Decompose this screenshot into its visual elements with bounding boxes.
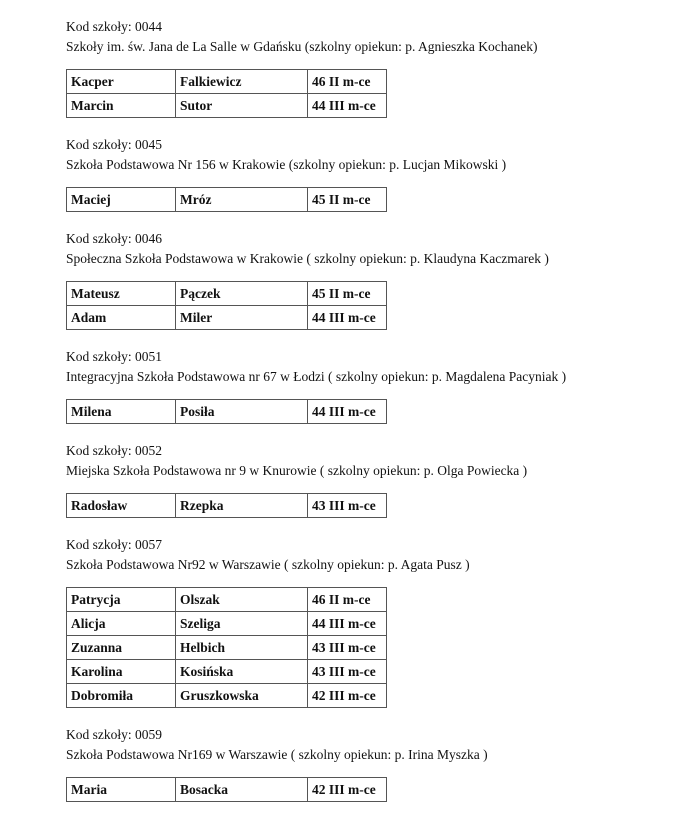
school-name: Integracyjna Szkoła Podstawowa nr 67 w Łodzi ( szkolny opiekun: p. Magdalena Pacyniak ): [66, 369, 567, 384]
school-section: [66, 17, 686, 118]
student-last-name: Sutor: [176, 94, 308, 118]
results-table: [66, 777, 387, 802]
student-last-name: Kosińska: [176, 660, 308, 684]
table-row: [67, 778, 387, 802]
student-first-name: Adam: [67, 306, 176, 330]
student-result: 43 III m-ce: [308, 660, 387, 684]
student-result: 44 III m-ce: [308, 612, 387, 636]
student-result: 46 II m-ce: [308, 588, 387, 612]
school-code: Kod szkoły: 0052: [66, 443, 162, 458]
student-first-name: Marcin: [67, 94, 176, 118]
student-last-name: Falkiewicz: [176, 70, 308, 94]
student-last-name: Miler: [176, 306, 308, 330]
results-table: [66, 281, 387, 330]
school-code: Kod szkoły: 0044: [66, 19, 162, 34]
school-section: [66, 135, 686, 212]
school-section: [66, 441, 686, 518]
student-last-name: Mróz: [176, 188, 308, 212]
student-result: 45 II m-ce: [308, 188, 387, 212]
student-first-name: Milena: [67, 400, 176, 424]
student-last-name: Posiła: [176, 400, 308, 424]
student-last-name: Rzepka: [176, 494, 308, 518]
student-last-name: Pączek: [176, 282, 308, 306]
school-section: [66, 535, 686, 708]
school-name: Szkoła Podstawowa Nr169 w Warszawie ( szkolny opiekun: p. Irina Myszka ): [66, 747, 488, 762]
student-first-name: Dobromiła: [67, 684, 176, 708]
student-last-name: Olszak: [176, 588, 308, 612]
school-code: Kod szkoły: 0051: [66, 349, 162, 364]
student-result: 42 III m-ce: [308, 684, 387, 708]
school-code: Kod szkoły: 0046: [66, 231, 162, 246]
student-result: 43 III m-ce: [308, 494, 387, 518]
table-row: [67, 188, 387, 212]
table-row: [67, 494, 387, 518]
student-first-name: Mateusz: [67, 282, 176, 306]
student-first-name: Zuzanna: [67, 636, 176, 660]
results-document: [66, 17, 686, 819]
student-first-name: Maciej: [67, 188, 176, 212]
school-name: Szkoły im. św. Jana de La Salle w Gdańsku (szkolny opiekun: p. Agnieszka Kochanek): [66, 39, 538, 54]
student-result: 46 II m-ce: [308, 70, 387, 94]
school-code: Kod szkoły: 0059: [66, 727, 162, 742]
table-row: [67, 306, 387, 330]
school-section: [66, 347, 686, 424]
student-first-name: Patrycja: [67, 588, 176, 612]
school-code: Kod szkoły: 0057: [66, 537, 162, 552]
table-row: [67, 282, 387, 306]
school-section: [66, 229, 686, 330]
results-table: [66, 187, 387, 212]
student-first-name: Maria: [67, 778, 176, 802]
student-last-name: Bosacka: [176, 778, 308, 802]
student-first-name: Karolina: [67, 660, 176, 684]
student-last-name: Helbich: [176, 636, 308, 660]
student-first-name: Radosław: [67, 494, 176, 518]
school-name: Społeczna Szkoła Podstawowa w Krakowie ( szkolny opiekun: p. Klaudyna Kaczmarek ): [66, 251, 549, 266]
results-table: [66, 493, 387, 518]
student-last-name: Szeliga: [176, 612, 308, 636]
student-first-name: Kacper: [67, 70, 176, 94]
student-result: 42 III m-ce: [308, 778, 387, 802]
student-result: 44 III m-ce: [308, 306, 387, 330]
school-section: [66, 725, 686, 802]
student-result: 43 III m-ce: [308, 636, 387, 660]
table-row: [67, 70, 387, 94]
student-result: 44 III m-ce: [308, 400, 387, 424]
results-table: [66, 587, 387, 708]
table-row: [67, 400, 387, 424]
school-name: Szkoła Podstawowa Nr 156 w Krakowie (szkolny opiekun: p. Lucjan Mikowski ): [66, 157, 507, 172]
table-row: [67, 588, 387, 612]
table-row: [67, 612, 387, 636]
school-name: Szkoła Podstawowa Nr92 w Warszawie ( szkolny opiekun: p. Agata Pusz ): [66, 557, 470, 572]
student-last-name: Gruszkowska: [176, 684, 308, 708]
table-row: [67, 636, 387, 660]
student-first-name: Alicja: [67, 612, 176, 636]
table-row: [67, 94, 387, 118]
results-table: [66, 399, 387, 424]
table-row: [67, 660, 387, 684]
school-name: Miejska Szkoła Podstawowa nr 9 w Knurowie ( szkolny opiekun: p. Olga Powiecka ): [66, 463, 528, 478]
school-code: Kod szkoły: 0045: [66, 137, 162, 152]
table-row: [67, 684, 387, 708]
student-result: 44 III m-ce: [308, 94, 387, 118]
results-table: [66, 69, 387, 118]
student-result: 45 II m-ce: [308, 282, 387, 306]
